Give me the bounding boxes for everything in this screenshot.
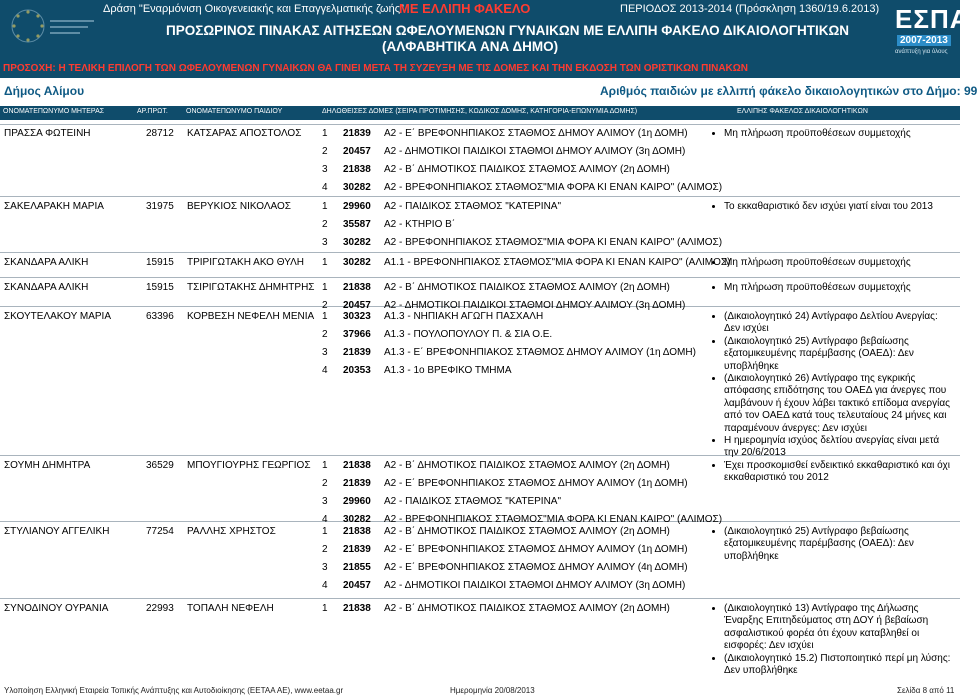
column-child: ΟΝΟΜΑΤΕΠΩΝΥΜΟ ΠΑΙΔΙΟΥ bbox=[186, 108, 283, 115]
child-name: ΒΕΡΥΚΙΟΣ ΝΙΚΟΛΑΟΣ bbox=[187, 201, 291, 212]
note-list bbox=[714, 603, 954, 677]
espa-logo-text: ΕΣΠΑ bbox=[895, 4, 970, 34]
note-item: • (Δικαιολογητικό 25) Αντίγραφο βεβαίωσης εξατομικευμένης παρέμβασης (ΟΑΕΔ): Δεν υποβλήθηκε bbox=[724, 336, 954, 373]
structure-code: 35587 bbox=[343, 219, 371, 230]
structure-order: 4 bbox=[322, 514, 328, 525]
warning-bar bbox=[0, 63, 960, 78]
missing-documents-note bbox=[714, 257, 954, 269]
structure-order: 1 bbox=[322, 257, 328, 268]
structure-order: 4 bbox=[322, 580, 328, 591]
structure-code: 21839 bbox=[343, 347, 371, 358]
structure-name: Α2 - Β΄ ΔΗΜΟΤΙΚΟΣ ΠΑΙΔΙΚΟΣ ΣΤΑΘΜΟΣ ΑΛΙΜΟΥ (2η ΔΟΜΗ) bbox=[384, 603, 670, 614]
row-separator bbox=[0, 598, 960, 599]
structure-code: 29960 bbox=[343, 201, 371, 212]
structure-order: 1 bbox=[322, 282, 328, 293]
structure-order: 4 bbox=[322, 365, 328, 376]
structure-order: 1 bbox=[322, 128, 328, 139]
structure-order: 1 bbox=[322, 201, 328, 212]
structure-name: Α2 - ΔΗΜΟΤΙΚΟΙ ΠΑΙΔΙΚΟΙ ΣΤΑΘΜΟΙ ΔΗΜΟΥ ΑΛΙΜΟΥ (3η ΔΟΜΗ) bbox=[384, 580, 686, 591]
page-title: ΠΡΟΣΩΡΙΝΟΣ ΠΙΝΑΚΑΣ ΑΙΤΗΣΕΩΝ ΩΦΕΛΟΥΜΕΝΩΝ ΓΥΝΑΙΚΩΝ ΜΕ ΕΛΛΙΠΗ ΦΑΚΕΛΟ ΔΙΚΑΙΟΛΟΓΗΤΙΚΩΝ bbox=[166, 23, 850, 38]
note-list bbox=[714, 282, 954, 294]
protocol-number: 31975 bbox=[146, 201, 174, 212]
structure-name: Α2 - ΔΗΜΟΤΙΚΟΙ ΠΑΙΔΙΚΟΙ ΣΤΑΘΜΟΙ ΔΗΜΟΥ ΑΛΙΜΟΥ (3η ΔΟΜΗ) bbox=[384, 300, 686, 311]
note-item: • (Δικαιολογητικό 25) Αντίγραφο βεβαίωσης εξατομικευμένης παρέμβασης (ΟΑΕΔ): Δεν υποβλήθηκε bbox=[724, 526, 954, 563]
row-separator bbox=[0, 196, 960, 197]
structure-order: 4 bbox=[322, 182, 328, 193]
structure-name: Α2 - Β΄ ΔΗΜΟΤΙΚΟΣ ΠΑΙΔΙΚΟΣ ΣΤΑΘΜΟΣ ΑΛΙΜΟΥ (2η ΔΟΜΗ) bbox=[384, 460, 670, 471]
structure-code: 30282 bbox=[343, 514, 371, 525]
eu-flag-icon bbox=[8, 4, 100, 52]
mother-name: ΣΤΥΛΙΑΝΟΥ ΑΓΓΕΛΙΚΗ bbox=[4, 526, 110, 537]
structure-name: Α2 - ΒΡΕΦΟΝΗΠΙΑΚΟΣ ΣΤΑΘΜΟΣ"ΜΙΑ ΦΟΡΑ ΚΙ ΕΝΑΝ ΚΑΙΡΟ" (ΑΛΙΜΟΣ) bbox=[384, 237, 723, 248]
note-item: • (Δικαιολογητικό 15.2) Πιστοποιητικό περί μη λύσης: Δεν υποβλήθηκε bbox=[724, 653, 954, 678]
child-name: ΜΠΟΥΓΙΟΥΡΗΣ ΓΕΩΡΓΙΟΣ bbox=[187, 460, 311, 471]
structure-name: Α2 - Β΄ ΔΗΜΟΤΙΚΟΣ ΠΑΙΔΙΚΟΣ ΣΤΑΘΜΟΣ ΑΛΙΜΟΥ (2η ΔΟΜΗ) bbox=[384, 526, 670, 537]
structure-order: 3 bbox=[322, 562, 328, 573]
structure-name: Α2 - ΒΡΕΦΟΝΗΠΙΑΚΟΣ ΣΤΑΘΜΟΣ"ΜΙΑ ΦΟΡΑ ΚΙ ΕΝΑΝ ΚΑΙΡΟ" (ΑΛΙΜΟΣ) bbox=[384, 514, 723, 525]
row-separator bbox=[0, 252, 960, 253]
structure-code: 21839 bbox=[343, 544, 371, 555]
mother-name: ΠΡΑΣΣΑ ΦΩΤΕΙΝΗ bbox=[4, 128, 91, 139]
note-item: • (Δικαιολογητικό 26) Αντίγραφο της εγκρικής απόφασης επιδότησης του ΟΑΕΔ για άνεργες που λαμβάνουν ή έχουν λάβει τακτικό επίδομα ανεργίας από τον ΟΑΕΔ κατά τους τελευταίους 24 μήνες και παραμένουν άνεργες: Δεν ισχύει bbox=[724, 373, 954, 435]
structure-order: 3 bbox=[322, 164, 328, 175]
structure-code: 29960 bbox=[343, 496, 371, 507]
structure-name: Α1.3 - Ε΄ ΒΡΕΦΟΝΗΠΙΑΚΟΣ ΣΤΑΘΜΟΣ ΔΗΜΟΥ ΑΛΙΜΟΥ (1η ΔΟΜΗ) bbox=[384, 347, 696, 358]
structure-code: 30282 bbox=[343, 257, 371, 268]
mother-name: ΣΚΟΥΤΕΛΑΚΟΥ ΜΑΡΙΑ bbox=[4, 311, 112, 322]
missing-documents-note bbox=[714, 526, 954, 563]
note-item: • Το εκκαθαριστικό δεν ισχύει γιατί είναι του 2013 bbox=[724, 201, 954, 213]
espa-logo-motto: ανάπτυξη για όλους bbox=[895, 49, 948, 55]
structure-name: Α2 - ΠΑΙΔΙΚΟΣ ΣΤΑΘΜΟΣ "ΚΑΤΕΡΙΝΑ" bbox=[384, 201, 562, 212]
structure-code: 21838 bbox=[343, 282, 371, 293]
structure-order: 3 bbox=[322, 347, 328, 358]
structure-name: Α2 - Β΄ ΔΗΜΟΤΙΚΟΣ ΠΑΙΔΙΚΟΣ ΣΤΑΘΜΟΣ ΑΛΙΜΟΥ (2η ΔΟΜΗ) bbox=[384, 164, 670, 175]
child-name: ΡΑΛΛΗΣ ΧΡΗΣΤΟΣ bbox=[187, 526, 276, 537]
structure-name: Α2 - Ε΄ ΒΡΕΦΟΝΗΠΙΑΚΟΣ ΣΤΑΘΜΟΣ ΔΗΜΟΥ ΑΛΙΜΟΥ (4η ΔΟΜΗ) bbox=[384, 562, 688, 573]
missing-documents-note bbox=[714, 603, 954, 677]
missing-documents-note bbox=[714, 460, 954, 485]
structure-name: Α2 - ΒΡΕΦΟΝΗΠΙΑΚΟΣ ΣΤΑΘΜΟΣ"ΜΙΑ ΦΟΡΑ ΚΙ ΕΝΑΝ ΚΑΙΡΟ" (ΑΛΙΜΟΣ) bbox=[384, 182, 723, 193]
structure-code: 20353 bbox=[343, 365, 371, 376]
page-subtitle: (ΑΛΦΑΒΗΤΙΚΑ ΑΝΑ ΔΗΜΟ) bbox=[382, 39, 559, 54]
note-list bbox=[714, 128, 954, 140]
protocol-number: 15915 bbox=[146, 282, 174, 293]
structure-code: 21855 bbox=[343, 562, 371, 573]
structure-code: 20457 bbox=[343, 146, 371, 157]
structure-code: 21838 bbox=[343, 164, 371, 175]
structure-order: 2 bbox=[322, 478, 328, 489]
child-name: ΚΟΡΒΕΣΗ ΝΕΦΕΛΗ ΜΕΝΙΑ bbox=[187, 311, 315, 322]
structure-order: 2 bbox=[322, 146, 328, 157]
footer-date: Ημερομηνία 20/08/2013 bbox=[450, 686, 535, 695]
structure-code: 21838 bbox=[343, 460, 371, 471]
structure-order: 3 bbox=[322, 496, 328, 507]
structure-name: Α2 - Β΄ ΔΗΜΟΤΙΚΟΣ ΠΑΙΔΙΚΟΣ ΣΤΑΘΜΟΣ ΑΛΙΜΟΥ (2η ΔΟΜΗ) bbox=[384, 282, 670, 293]
child-name: ΤΟΠΑΛΗ ΝΕΦΕΛΗ bbox=[187, 603, 274, 614]
espa-logo bbox=[893, 4, 970, 56]
structure-order: 2 bbox=[322, 329, 328, 340]
column-protocol: ΑΡ.ΠΡΩΤ. bbox=[137, 108, 168, 115]
missing-documents-note bbox=[714, 282, 954, 294]
structure-order: 1 bbox=[322, 526, 328, 537]
structure-code: 20457 bbox=[343, 300, 371, 311]
structure-code: 30323 bbox=[343, 311, 371, 322]
child-name: ΤΣΙΡΙΓΩΤΑΚΗΣ ΔΗΜΗΤΡΗΣ bbox=[187, 282, 315, 293]
structure-name: Α1.3 - ΠΟΥΛΟΠΟΥΛΟΥ Π. & ΣΙΑ Ο.Ε. bbox=[384, 329, 553, 340]
note-list bbox=[714, 311, 954, 460]
structure-name: Α2 - ΔΗΜΟΤΙΚΟΙ ΠΑΙΔΙΚΟΙ ΣΤΑΘΜΟΙ ΔΗΜΟΥ ΑΛΙΜΟΥ (3η ΔΟΜΗ) bbox=[384, 146, 686, 157]
structure-order: 1 bbox=[322, 311, 328, 322]
period-label: ΠΕΡΙΟΔΟΣ 2013-2014 (Πρόσκληση 1360/19.6.2013) bbox=[620, 3, 880, 15]
structure-name: Α2 - Ε΄ ΒΡΕΦΟΝΗΠΙΑΚΟΣ ΣΤΑΘΜΟΣ ΔΗΜΟΥ ΑΛΙΜΟΥ (1η ΔΟΜΗ) bbox=[384, 128, 688, 139]
structure-order: 3 bbox=[322, 237, 328, 248]
note-item: • Μη πλήρωση προϋποθέσεων συμμετοχής bbox=[724, 257, 954, 269]
structure-name: Α1.3 - ΝΗΠΙΑΚΗ ΑΓΩΓΗ ΠΑΣΧΑΛΗ bbox=[384, 311, 544, 322]
structure-code: 21838 bbox=[343, 526, 371, 537]
note-item: • Η ημερομηνία ισχύος δελτίου ανεργίας είναι μετά την 20/6/2013 bbox=[724, 435, 954, 460]
mother-name: ΣΥΝΟΔΙΝΟΥ ΟΥΡΑΝΙΑ bbox=[4, 603, 109, 614]
warning-text: ΠΡΟΣΟΧΗ: Η ΤΕΛΙΚΗ ΕΠΙΛΟΓΗ ΤΩΝ ΩΦΕΛΟΥΜΕΝΩΝ ΓΥΝΑΙΚΩΝ ΘΑ ΓΙΝΕΙ ΜΕΤΑ ΤΗ ΣΥΖΕΥΞΗ ΜΕ ΤΙΣ ΔΟΜΕΣ ΚΑΙ ΤΗΝ ΕΚΔΟΣΗ ΤΩΝ ΟΡΙΣΤΙΚΩΝ ΠΙΝΑΚΩΝ bbox=[3, 63, 748, 74]
missing-documents-note bbox=[714, 311, 954, 460]
note-item: • (Δικαιολογητικό 13) Αντίγραφο της Δήλωσης Έναρξης Επιτηδεύματος στη ΔΟΥ ή βεβαίωση ασφαλιστικού φορέα ότι έχουν καταβληθεί οι εισφορές: Δεν ισχύει bbox=[724, 603, 954, 653]
structure-code: 21838 bbox=[343, 603, 371, 614]
espa-logo-years: 2007-2013 bbox=[897, 35, 951, 46]
structure-order: 2 bbox=[322, 219, 328, 230]
structure-name: Α1.3 - 1ο ΒΡΕΦΙΚΟ ΤΜΗΜΑ bbox=[384, 365, 512, 376]
row-separator bbox=[0, 277, 960, 278]
structure-order: 2 bbox=[322, 300, 328, 311]
children-count: Αριθμός παιδιών με ελλιπή φάκελο δικαιολογητικών στο Δήμο: 99 bbox=[600, 84, 977, 98]
note-item: • Έχει προσκομισθεί ενδεικτικό εκκαθαριστικό και όχι εκκαθαριστικό του 2012 bbox=[724, 460, 954, 485]
program-title: Δράση "Εναρμόνιση Οικογενειακής και Επαγγελματικής ζωής" bbox=[103, 3, 404, 15]
structure-code: 20457 bbox=[343, 580, 371, 591]
structure-order: 1 bbox=[322, 603, 328, 614]
note-list bbox=[714, 460, 954, 485]
mother-name: ΣΚΑΝΔΑΡΑ ΑΛΙΚΗ bbox=[4, 282, 89, 293]
structure-name: Α1.1 - ΒΡΕΦΟΝΗΠΙΑΚΟΣ ΣΤΑΘΜΟΣ"ΜΙΑ ΦΟΡΑ ΚΙ ΕΝΑΝ ΚΑΙΡΟ" (ΑΛΙΜΟΣ) bbox=[384, 257, 731, 268]
structure-code: 21839 bbox=[343, 478, 371, 489]
column-structures: ΔΗΛΩΘΕΙΣΕΣ ΔΟΜΕΣ (ΣΕΙΡΑ ΠΡΟΤΙΜΗΣΗΣ, ΚΩΔΙΚΟΣ ΔΟΜΗΣ, ΚΑΤΗΓΟΡΙΑ-ΕΠΩΝΥΜΙΑ ΔΟΜΗΣ) bbox=[322, 108, 638, 115]
structure-order: 2 bbox=[322, 544, 328, 555]
child-name: ΤΡΙΡΙΓΩΤΑΚΗ ΑΚΟ ΘΥΛΗ bbox=[187, 257, 305, 268]
mother-name: ΣΚΑΝΔΑΡΑ ΑΛΙΚΗ bbox=[4, 257, 89, 268]
protocol-number: 36529 bbox=[146, 460, 174, 471]
note-item: • Μη πλήρωση προϋποθέσεων συμμετοχής bbox=[724, 128, 954, 140]
column-mother: ΟΝΟΜΑΤΕΠΩΝΥΜΟ ΜΗΤΕΡΑΣ bbox=[3, 108, 105, 115]
structure-order: 1 bbox=[322, 460, 328, 471]
structure-name: Α2 - Ε΄ ΒΡΕΦΟΝΗΠΙΑΚΟΣ ΣΤΑΘΜΟΣ ΔΗΜΟΥ ΑΛΙΜΟΥ (1η ΔΟΜΗ) bbox=[384, 544, 688, 555]
note-list bbox=[714, 201, 954, 213]
protocol-number: 22993 bbox=[146, 603, 174, 614]
structure-name: Α2 - Ε΄ ΒΡΕΦΟΝΗΠΙΑΚΟΣ ΣΤΑΘΜΟΣ ΔΗΜΟΥ ΑΛΙΜΟΥ (1η ΔΟΜΗ) bbox=[384, 478, 688, 489]
protocol-number: 28712 bbox=[146, 128, 174, 139]
structure-code: 37966 bbox=[343, 329, 371, 340]
mother-name: ΣΑΚΕΛΑΡΑΚΗ ΜΑΡΙΑ bbox=[4, 201, 104, 212]
protocol-number: 77254 bbox=[146, 526, 174, 537]
municipality-name: Δήμος Αλίμου bbox=[4, 84, 85, 98]
structure-code: 30282 bbox=[343, 182, 371, 193]
column-header bbox=[0, 106, 960, 120]
missing-documents-note bbox=[714, 201, 954, 213]
note-list bbox=[714, 526, 954, 563]
mother-name: ΣΟΥΜΗ ΔΗΜΗΤΡΑ bbox=[4, 460, 91, 471]
incomplete-file-label: ΜΕ ΕΛΛΙΠΗ ΦΑΚΕΛΟ bbox=[399, 1, 531, 16]
column-missing-documents: ΕΛΛΙΠΗΣ ΦΑΚΕΛΟΣ ΔΙΚΑΙΟΛΟΓΗΤΙΚΩΝ bbox=[737, 108, 868, 115]
protocol-number: 15915 bbox=[146, 257, 174, 268]
note-item: • (Δικαιολογητικό 24) Αντίγραφο Δελτίου Ανεργίας: Δεν ισχύει bbox=[724, 311, 954, 336]
row-separator bbox=[0, 124, 960, 125]
child-name: ΚΑΤΣΑΡΑΣ ΑΠΟΣΤΟΛΟΣ bbox=[187, 128, 302, 139]
structure-name: Α2 - ΚΤΗΡΙΟ Β΄ bbox=[384, 219, 456, 230]
missing-documents-note bbox=[714, 128, 954, 140]
footer-credit: Υλοποίηση Ελληνική Εταιρεία Τοπικής Ανάπτυξης και Αυτοδιοίκησης (ΕΕΤΑΑ ΑΕ), www.eetaa.gr bbox=[4, 686, 344, 695]
footer-page: Σελίδα 8 από 11 bbox=[897, 686, 955, 695]
protocol-number: 63396 bbox=[146, 311, 174, 322]
note-list bbox=[714, 257, 954, 269]
structure-name: Α2 - ΠΑΙΔΙΚΟΣ ΣΤΑΘΜΟΣ "ΚΑΤΕΡΙΝΑ" bbox=[384, 496, 562, 507]
structure-code: 21839 bbox=[343, 128, 371, 139]
note-item: • Μη πλήρωση προϋποθέσεων συμμετοχής bbox=[724, 282, 954, 294]
structure-code: 30282 bbox=[343, 237, 371, 248]
header-banner bbox=[0, 0, 970, 78]
